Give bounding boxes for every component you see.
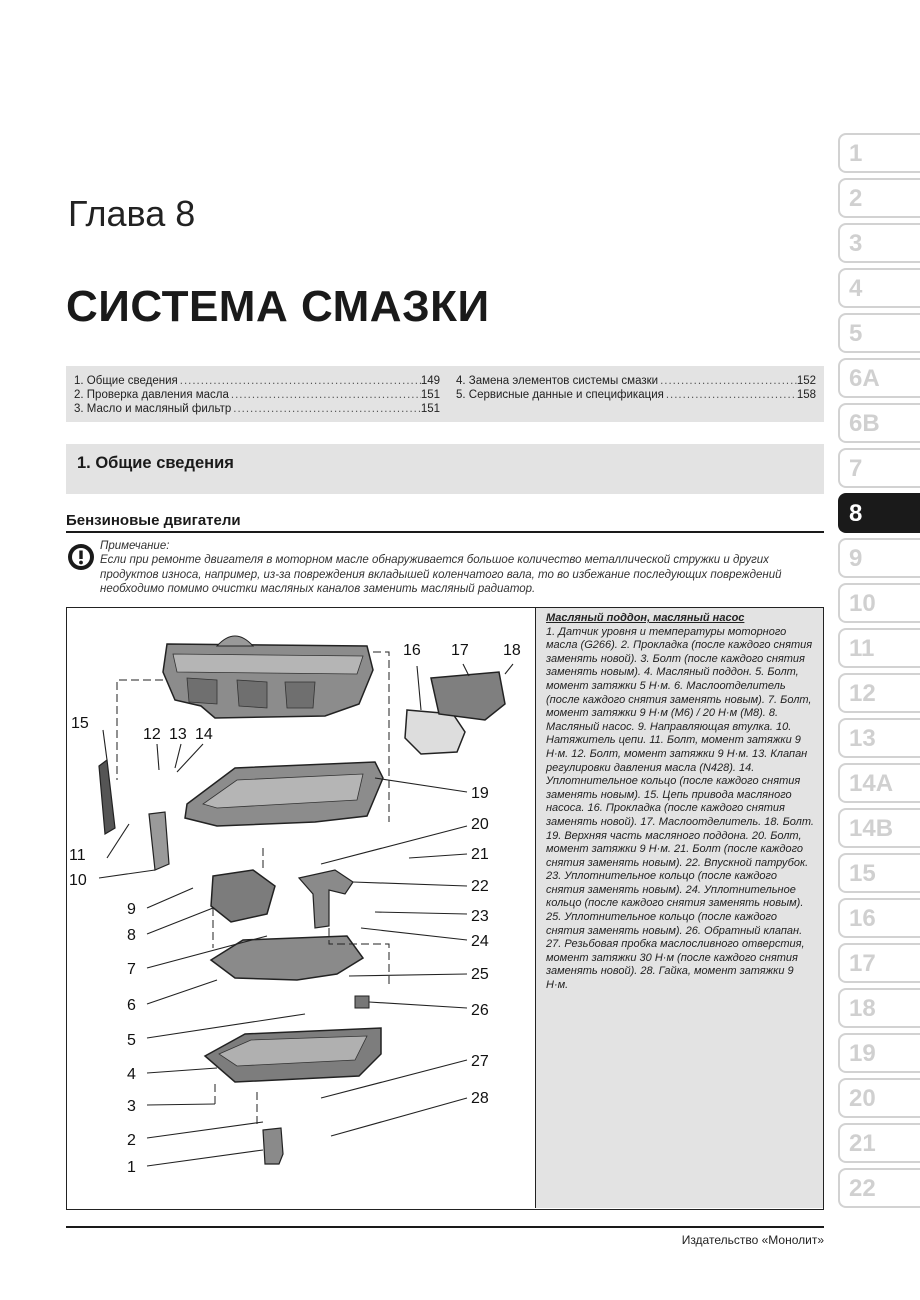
chain-illustration [99,760,115,834]
chapter-tab[interactable]: 12 [838,673,920,713]
callout-label: 19 [471,785,489,802]
chapter-tab[interactable]: 6A [838,358,920,398]
note-text: Если при ремонте двигателя в моторном масле обнаруживается большое количество металлической стружки и других продуктов износа, например, из-за повреждения вкладышей коленчатого вала, то во избежание последующих повреждений необходимо помимо очистки масляных каналов заменить масляный радиатор. [100,554,782,595]
callout-label: 14 [195,726,213,743]
callout-label: 17 [451,642,469,659]
chapter-tab[interactable]: 9 [838,538,920,578]
toc-column-right [456,374,816,402]
figure-box [66,607,824,1210]
table-of-contents [66,366,824,422]
upper-oil-pan-illustration [185,762,383,826]
chapter-tab[interactable]: 2 [838,178,920,218]
toc-column-left [74,374,440,416]
oil-separator-illustration [431,672,505,720]
chapter-tab[interactable]: 16 [838,898,920,938]
subsection-divider [66,531,824,533]
warning-icon [68,544,94,570]
callout-label: 13 [169,726,187,743]
chapter-tab[interactable]: 15 [838,853,920,893]
section-title: 1. Общие сведения [77,454,234,472]
legend-text [546,612,816,993]
callout-label: 23 [471,908,489,925]
exploded-diagram [67,608,535,1208]
chapter-tab[interactable]: 4 [838,268,920,308]
chapter-tab[interactable]: 6B [838,403,920,443]
callout-label: 4 [127,1066,136,1083]
callout-label: 11 [69,847,86,864]
chapter-tab[interactable]: 18 [838,988,920,1028]
callout-label: 27 [471,1053,489,1070]
callout-label: 7 [127,961,136,978]
chapter-tab[interactable]: 5 [838,313,920,353]
toc-entry[interactable]: 3. Масло и масляный фильтр ..... 151 [74,402,440,416]
callout-label: 10 [69,872,87,889]
oil-pump-illustration [211,870,275,922]
chapter-tab[interactable]: 21 [838,1123,920,1163]
toc-entry[interactable]: 4. Замена элементов системы смазки ..... 152 [456,374,816,388]
section-header [66,444,824,494]
chapter-tab[interactable]: 14A [838,763,920,803]
chapter-tab[interactable]: 22 [838,1168,920,1208]
callout-label: 22 [471,878,489,895]
callout-label: 8 [127,927,136,944]
chapter-tab[interactable]: 17 [838,943,920,983]
chapter-tab[interactable]: 10 [838,583,920,623]
callout-label: 1 [127,1159,136,1176]
callout-label: 15 [71,715,89,732]
note-label: Примечание: [100,540,170,552]
chapter-tab[interactable]: 13 [838,718,920,758]
chapter-title: СИСТЕМА СМАЗКИ [66,282,490,331]
chapter-label: Глава 8 [68,193,196,234]
callout-label: 6 [127,997,136,1014]
callout-label: 12 [143,726,161,743]
callout-label: 28 [471,1090,489,1107]
toc-entry[interactable]: 5. Сервисные данные и спецификация ..... 158 [456,388,816,402]
callout-label: 20 [471,816,489,833]
toc-entry[interactable]: 1. Общие сведения ..... 149 [74,374,440,388]
chapter-tab[interactable]: 14B [838,808,920,848]
sensor-illustration [263,1128,283,1164]
chain-tensioner-illustration [149,812,169,870]
chapter-tab[interactable]: 11 [838,628,920,668]
chapter-tab-active[interactable]: 8 [838,493,920,533]
callout-label: 5 [127,1032,136,1049]
oil-system-diagram [67,608,535,1208]
toc-entry[interactable]: 2. Проверка давления масла ..... 151 [74,388,440,402]
baffle-illustration [211,936,363,980]
callout-label: 2 [127,1132,136,1149]
chapter-tab[interactable]: 7 [838,448,920,488]
callout-label: 24 [471,933,489,950]
check-valve-illustration [355,996,369,1008]
callout-label: 26 [471,1002,489,1019]
callout-label: 18 [503,642,521,659]
legend-body: 1. Датчик уровня и температуры моторного масла (G266). 2. Прокладка (после каждого снятия заменять новой). 3. Болт (после каждого снятия заменять новым). 4. Масляный поддон. 5. Болт, момент затяжки 5 Н·м. 6. Маслоотделитель (после каждого снятия заменять новым). 7. Болт, момент затяжки 9 Н·м (М6) / 20 Н·м (М8). 8. Масляный насос. 9. Направляющая втулка. 10. Натяжитель цепи. 11. Болт, момент затяжки 9 Н·м. 12. Болт, момент затяжки 9 Н·м. 13. Клапан регулировки давления масла (N428). 14. Уплотнительное кольцо (после каждого снятия заменять новым). 15. Цепь привода масляного насоса. 16. Прокладка (после каждого снятия заменять новой). 17. Маслоотделитель. 18. Болт. 19. Верхняя часть масляного поддона. 20. Болт, момент затяжки 9 Н·м. 21. Болт (после каждого снятия заменять новым). 22. Впускной патрубок. 23. Уплотнительное кольцо (после каждого снятия заменять новым). 24. Уплотнительное кольцо (после каждого снятия заменять новым). 25. Уплотнительное кольцо (после каждого снятия заменять новым). 26. Обратный клапан. 27. Резьбовая пробка маслосливного отверстия, момент затяжки 30 Н·м (после каждого снятия заменять новой). 28. Гайка, момент затяжки 9 Н·м. [546,625,814,992]
chapter-tab[interactable]: 19 [838,1033,920,1073]
subsection-title: Бензиновые двигатели [66,512,241,529]
publisher-footer: Издательство «Монолит» [681,1233,824,1247]
legend-title: Масляный поддон, масляный насос [546,612,745,624]
chapter-tab[interactable]: 3 [838,223,920,263]
figure-legend [535,608,823,1208]
chapter-tab[interactable]: 1 [838,133,920,173]
engine-block-illustration [163,636,373,718]
callout-label: 16 [403,642,421,659]
intake-pipe-illustration [299,870,353,928]
callout-label: 25 [471,966,489,983]
chapter-tab[interactable]: 20 [838,1078,920,1118]
footer-divider [66,1226,824,1228]
callout-label: 21 [471,846,489,863]
callout-label: 9 [127,901,136,918]
callout-label: 3 [127,1098,136,1115]
